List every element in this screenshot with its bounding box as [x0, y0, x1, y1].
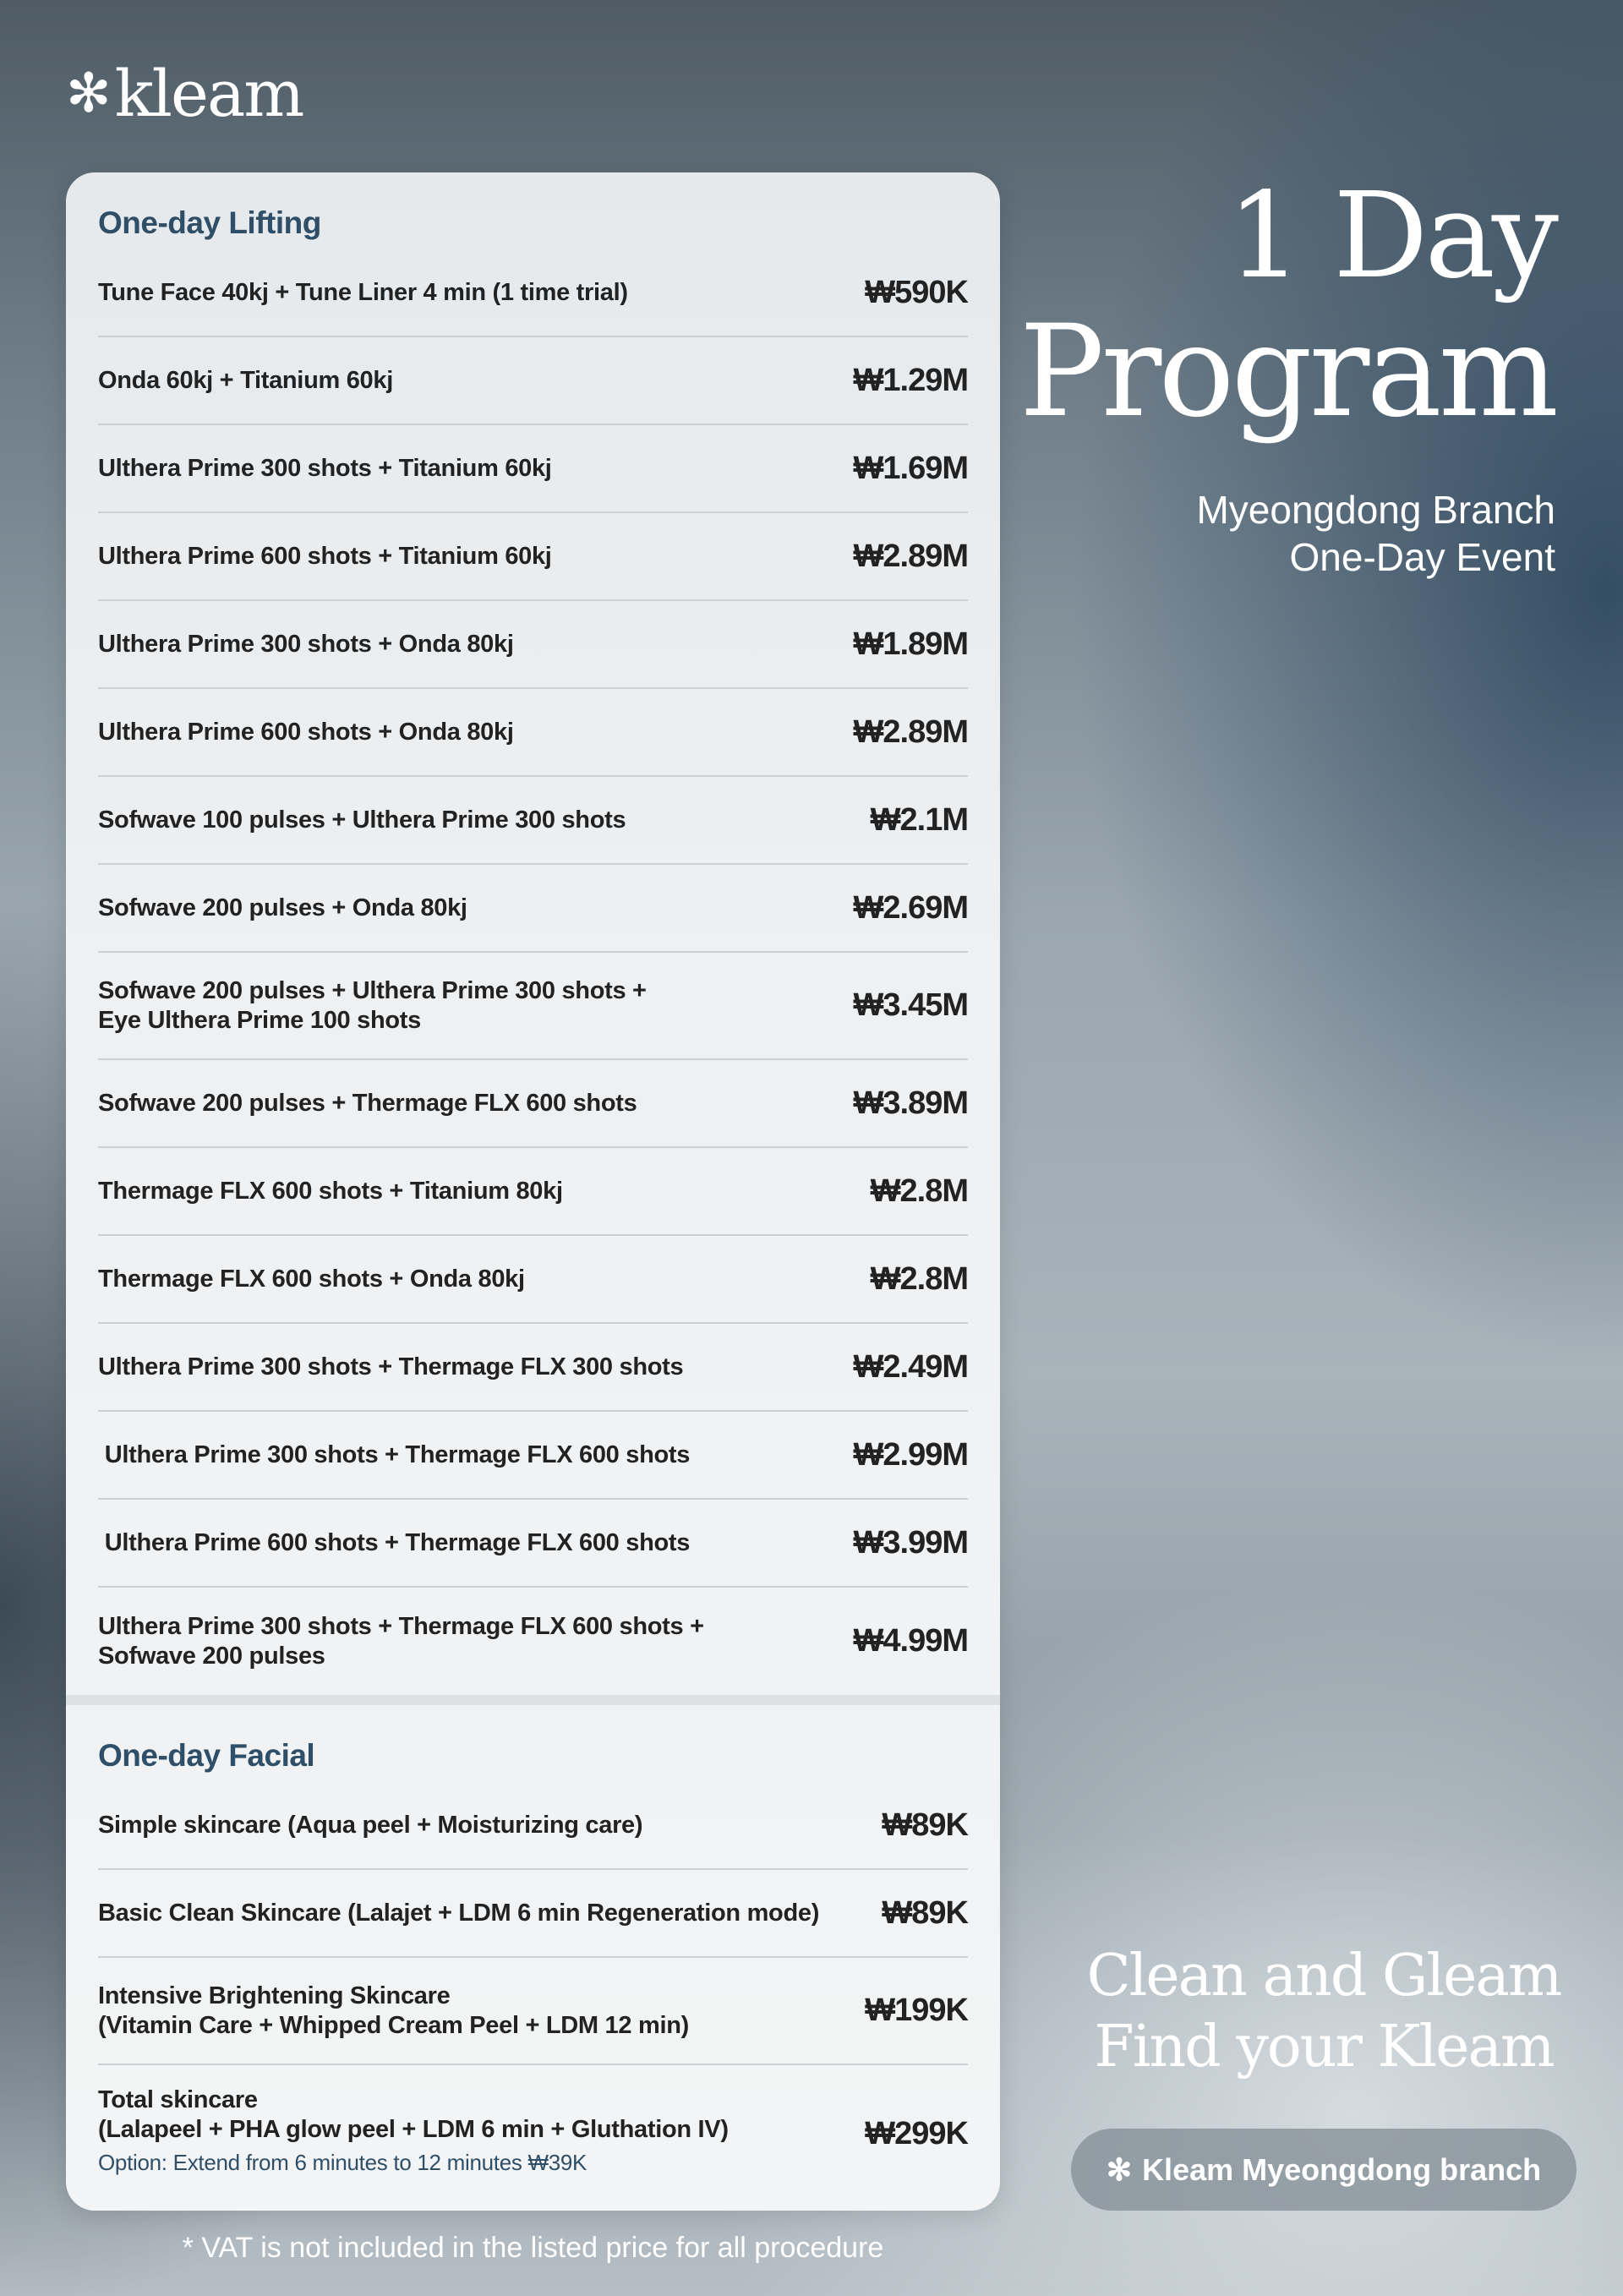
- treatment-price: ₩3.99M: [853, 1524, 968, 1561]
- treatment-name: [98, 1353, 683, 1382]
- treatment-price: ₩3.45M: [853, 987, 968, 1023]
- treatment-name-line: Total skincare: [98, 2086, 258, 2113]
- price-row: [98, 1870, 968, 1958]
- treatment-price: ₩1.29M: [853, 362, 968, 398]
- treatment-name-line: Ulthera Prime 600 shots + Titanium 60kj: [98, 542, 552, 570]
- treatment-price: ₩2.89M: [853, 713, 968, 750]
- treatment-name: [98, 278, 628, 308]
- treatment-name: [98, 542, 552, 571]
- branch-button[interactable]: [1071, 2129, 1577, 2211]
- price-row: [98, 777, 968, 865]
- treatment-name-line: Thermage FLX 600 shots + Onda 80kj: [98, 1265, 525, 1293]
- treatment-name-line: Tune Face 40kj + Tune Liner 4 min (1 time trial): [98, 278, 628, 306]
- facial-section: [66, 1705, 1000, 2206]
- price-row: [98, 1412, 968, 1500]
- title-line-2: Program: [1019, 298, 1555, 446]
- treatment-price: ₩1.69M: [853, 450, 968, 486]
- treatment-name-line: Ulthera Prime 600 shots + Thermage FLX 600 shots: [98, 1528, 691, 1556]
- title-line-1: 1 Day: [1227, 167, 1555, 305]
- treatment-name: [98, 1528, 690, 1558]
- treatment-name: [98, 1612, 704, 1671]
- treatment-price: ₩2.99M: [853, 1436, 968, 1473]
- treatment-price: ₩3.89M: [853, 1085, 968, 1121]
- treatment-name: [98, 366, 393, 396]
- asterisk-icon: ✻: [66, 62, 110, 125]
- page-title: [1019, 167, 1555, 446]
- subtitle-line-1: Myeongdong Branch: [1196, 488, 1555, 532]
- treatment-name-line: Basic Clean Skincare (Lalajet + LDM 6 min Regeneration mode): [98, 1899, 820, 1927]
- treatment-name: [98, 1899, 819, 1928]
- treatment-price: ₩590K: [865, 274, 968, 310]
- treatment-name-line: Simple skincare (Aqua peel + Moisturizing care): [98, 1811, 643, 1839]
- treatment-name: [98, 1177, 563, 1206]
- treatment-name: [98, 1811, 642, 1840]
- section-title-lifting: One-day Lifting: [98, 205, 321, 240]
- price-row: [98, 1236, 968, 1324]
- kleam-logo: [66, 56, 303, 131]
- treatment-price: ₩2.69M: [853, 889, 968, 926]
- treatment-name: [98, 718, 514, 747]
- price-row: [98, 953, 968, 1060]
- treatment-price: ₩2.49M: [853, 1348, 968, 1385]
- treatment-name-line: Sofwave 200 pulses + Thermage FLX 600 shots: [98, 1089, 637, 1117]
- treatment-name-line: Ulthera Prime 300 shots + Onda 80kj: [98, 630, 514, 658]
- lifting-section: [66, 172, 1000, 1695]
- price-row: [98, 513, 968, 601]
- treatment-price: ₩1.89M: [853, 626, 968, 662]
- treatment-price: ₩2.8M: [870, 1260, 968, 1297]
- treatment-name-line: Ulthera Prime 300 shots + Thermage FLX 600 shots: [98, 1440, 691, 1468]
- price-row: [98, 2065, 968, 2206]
- treatment-name-line: Sofwave 100 pulses + Ulthera Prime 300 shots: [98, 806, 626, 834]
- treatment-option: Option: Extend from 6 minutes to 12 minutes ₩39K: [98, 2150, 587, 2175]
- treatment-name-line: Sofwave 200 pulses + Onda 80kj: [98, 894, 467, 921]
- price-row: [98, 689, 968, 777]
- tagline-line-1: Clean and Gleam: [1086, 1943, 1561, 2009]
- treatment-name: [98, 894, 467, 923]
- treatment-name-line: Ulthera Prime 300 shots + Thermage FLX 600 shots +: [98, 1612, 704, 1640]
- treatment-name-line: Thermage FLX 600 shots + Titanium 80kj: [98, 1177, 563, 1205]
- treatment-price: ₩199K: [865, 1993, 968, 2028]
- treatment-name-line: (Lalapeel + PHA glow peel + LDM 6 min + Gluthation IV): [98, 2116, 729, 2143]
- treatment-price: ₩89K: [882, 1894, 968, 1931]
- treatment-name-line: (Vitamin Care + Whipped Cream Peel + LDM 12 min): [98, 2011, 689, 2039]
- treatment-name: [98, 806, 626, 835]
- treatment-name: [98, 454, 552, 484]
- treatment-name-line: Sofwave 200 pulses: [98, 1642, 325, 1670]
- price-row: [98, 337, 968, 425]
- section-divider: [66, 1695, 1000, 1705]
- price-menu-card: [66, 172, 1000, 2211]
- tagline: [1028, 1941, 1620, 2083]
- treatment-name: [98, 1982, 689, 2041]
- price-row: [98, 1060, 968, 1148]
- vat-footnote: * VAT is not included in the listed price for all procedure: [182, 2232, 884, 2264]
- treatment-name-line: Sofwave 200 pulses + Ulthera Prime 300 shots +: [98, 976, 647, 1004]
- price-row: [98, 1958, 968, 2065]
- price-row: [98, 1588, 968, 1695]
- logo-text: kleam: [114, 56, 303, 131]
- treatment-price: ₩2.8M: [870, 1173, 968, 1209]
- treatment-price: ₩2.89M: [853, 538, 968, 574]
- treatment-name-line: Onda 60kj + Titanium 60kj: [98, 366, 393, 394]
- treatment-name: [98, 1440, 690, 1470]
- tagline-line-2: Find your Kleam: [1094, 2014, 1554, 2080]
- subtitle-line-2: One-Day Event: [1289, 535, 1555, 579]
- asterisk-icon: ✻: [1106, 2151, 1133, 2187]
- treatment-name-line: Intensive Brightening Skincare: [98, 1982, 451, 2009]
- treatment-name-line: Ulthera Prime 300 shots + Titanium 60kj: [98, 454, 552, 482]
- price-row: [98, 1782, 968, 1870]
- price-row: [98, 865, 968, 953]
- treatment-price: ₩4.99M: [853, 1623, 968, 1659]
- treatment-name: [98, 1089, 637, 1118]
- price-row: [98, 601, 968, 689]
- price-row: [98, 1324, 968, 1412]
- price-row: [98, 1500, 968, 1588]
- treatment-name: [98, 976, 647, 1036]
- branch-button-label: Kleam Myeongdong branch: [1142, 2151, 1542, 2187]
- treatment-name: [98, 2086, 729, 2178]
- price-row: [98, 425, 968, 513]
- treatment-price: ₩2.1M: [870, 801, 968, 838]
- treatment-price: ₩89K: [882, 1807, 968, 1843]
- treatment-name: [98, 630, 514, 659]
- treatment-name: [98, 1265, 525, 1294]
- price-row: [98, 1148, 968, 1236]
- treatment-name-line: Eye Ulthera Prime 100 shots: [98, 1006, 421, 1034]
- treatment-price: ₩299K: [865, 2116, 968, 2151]
- subtitle: [1196, 486, 1555, 581]
- treatment-name-line: Ulthera Prime 600 shots + Onda 80kj: [98, 718, 514, 746]
- price-row: [98, 249, 968, 337]
- section-title-facial: One-day Facial: [98, 1738, 315, 1773]
- treatment-name-line: Ulthera Prime 300 shots + Thermage FLX 300 shots: [98, 1353, 684, 1380]
